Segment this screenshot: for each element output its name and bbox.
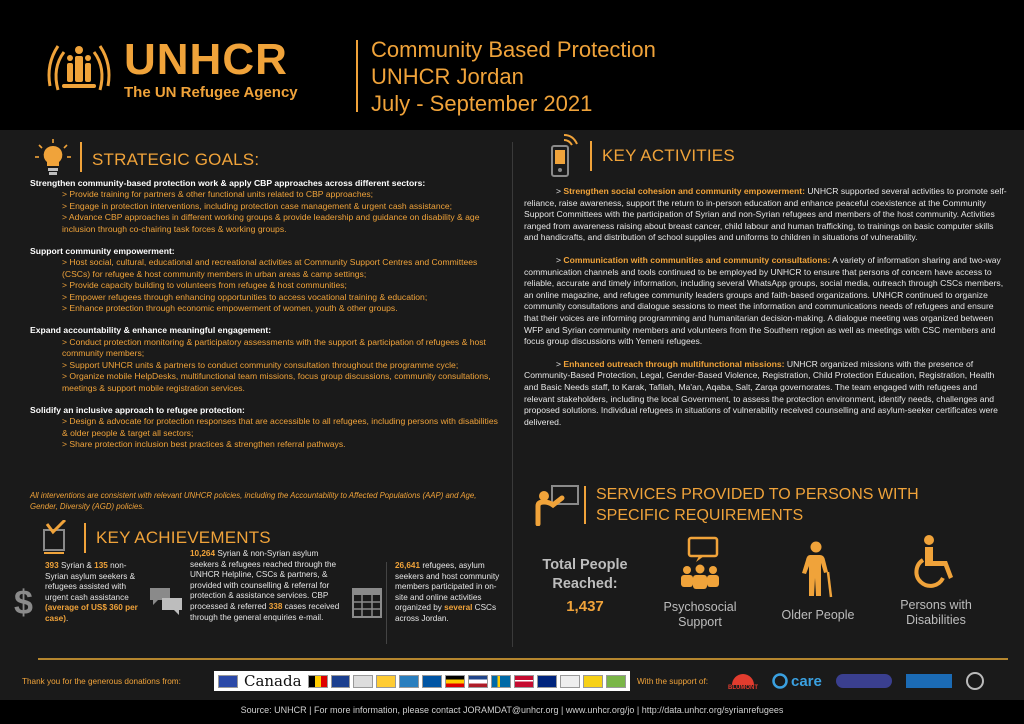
- goal-item: > Conduct protection monitoring & participatory assessments with the support & participation of refugees & host community members;: [62, 336, 486, 359]
- partner-logo[interactable]: [906, 674, 952, 688]
- goal-item: > Provide training for partners & other functional units related to CBP approaches;: [62, 189, 374, 200]
- activity-body: UNHCR organized missions with the presence of Community-Based Protection, Legal, Gender-Based Violence, Registration, Child Protection Education, Registration, Health and Basic Needs staff, to Karak, Tafilah, Ma'an, Aqaba, Salt, Zarqa governorates. The team engaged with refugees and relevant stakeholders, including the local Government, to assess the protection environment, identify needs, challenges and proposed solutions. Individual refugees in situations of vulnerability received counselling and asylum-seeker certificates were delivered.: [524, 358, 998, 427]
- header-titles: [371, 36, 656, 117]
- section-bar: [84, 523, 86, 553]
- page-title: Community Based Protection: [371, 37, 656, 62]
- activity-heading: Communication with communities and community consultations:: [563, 254, 831, 265]
- stat-value: 135: [94, 561, 108, 570]
- service-disabilities: [884, 534, 988, 628]
- goal-title: Solidify an inclusive approach to refugee protection:: [30, 404, 245, 415]
- page-subtitle: UNHCR Jordan: [371, 64, 524, 89]
- goal-item: > Provide capacity building to volunteers from refugee & host communities;: [62, 280, 347, 291]
- goal-item: > Organize mobile HelpDesks, multifunctional team missions, focus group discussions, community consultations, meetings & support mobile registration services.: [62, 371, 491, 393]
- service-label: Disabilities: [906, 613, 966, 627]
- achievement-helpline: [190, 549, 346, 623]
- section-bar: [584, 486, 586, 524]
- donor-flag: [514, 675, 534, 688]
- total-label: Reached:: [552, 576, 618, 592]
- activity-body: A variety of information sharing and two-way communication channels and tools continued to be employed by UNHCR to ensure that persons of concern have access to reliable, accurate and timely information, including several WhatsApp groups, social media, outreach through CSCs members, an online magazine, and refugee community leaders groups and faith-based organizations. UNHCR continued to organize community consultations and dialogue sessions to meet the information and communications needs of refugees and ensure that their voices are informing programming and humanitarian decision-making. A dialogue meeting was organized between WFP and Syrian community members and volunteers from the Southern region as well as meetings with CSC members and focus group discussions with Yemeni refugees.: [524, 254, 1004, 347]
- stat-value: 10,264: [190, 549, 216, 558]
- stat-value: (average of US$ 360 per case): [45, 603, 138, 623]
- goal-item: > Host social, cultural, educational and recreational activities at Community Support Centres and Committees (CSCs) for refugee & host community members in urban areas & camp settings;: [62, 257, 478, 279]
- section-bar: [590, 141, 592, 171]
- group-support-icon: [675, 536, 725, 592]
- section-bar: [80, 142, 82, 172]
- elderly-person-icon: [798, 540, 838, 598]
- lightbulb-icon: [30, 137, 76, 177]
- goal-block: [30, 178, 500, 235]
- logo-tagline: The UN Refugee Agency: [124, 84, 298, 101]
- key-achievements-title: KEY ACHIEVEMENTS: [96, 528, 271, 547]
- stat-value: 393: [45, 561, 59, 570]
- goal-title: Support community empowerment:: [30, 246, 175, 257]
- donor-logo: [583, 675, 603, 688]
- total-value: 1,437: [566, 598, 604, 615]
- card-divider: [386, 562, 387, 644]
- strategic-goals-header: [30, 137, 259, 177]
- donor-flag: [445, 675, 465, 688]
- activity-paragraph: [524, 359, 1010, 429]
- goal-item: > Empower refugees through enhancing opportunities to access vocational training & education;: [62, 291, 428, 302]
- activity-paragraph: [524, 255, 1010, 348]
- service-label: Older People: [781, 608, 855, 622]
- donor-flag: [308, 675, 328, 688]
- strategic-goals-title: STRATEGIC GOALS:: [92, 150, 260, 169]
- activity-heading: Strengthen social cohesion and community empowerment:: [563, 186, 806, 196]
- activity-paragraph: [524, 186, 1010, 244]
- strategic-goals-list: [30, 178, 500, 462]
- donor-flag: [468, 675, 488, 688]
- service-label: Persons with: [900, 598, 972, 612]
- donor-logo: [606, 675, 626, 688]
- sponsor-logos: [728, 668, 1008, 694]
- stat-text: CSCs across Jordan.: [395, 603, 497, 623]
- donor-logo: [399, 675, 419, 688]
- stat-text: .: [65, 613, 69, 623]
- unhcr-emblem-icon: [44, 36, 114, 100]
- goal-item: > Engage in protection interventions, including protection case management & urgent cash assistance;: [62, 200, 453, 211]
- donor-flag: [331, 675, 351, 688]
- donor-logo: [353, 675, 373, 688]
- services-title: [596, 484, 919, 526]
- header-divider: [356, 40, 358, 112]
- column-divider: [512, 142, 513, 647]
- goal-block: [30, 325, 500, 393]
- blumont-sun-icon: [730, 672, 756, 685]
- canada-wordmark: Canada: [243, 672, 302, 690]
- stat-text: non-Syrian asylum seekers & refugees assisted with urgent cash assistance: [45, 561, 136, 602]
- donor-flag: [491, 675, 511, 688]
- total-label: Total People: [542, 557, 628, 573]
- goal-item: > Advance CBP approaches in different working groups & provide leadership and guidance on disability & age inclusion through co-chairing task forces & working groups.: [62, 212, 480, 234]
- donors-thanks: Thank you for the generous donations from:: [22, 677, 181, 686]
- calendar-grid-icon: [352, 588, 382, 623]
- blumont-logo[interactable]: [728, 672, 758, 691]
- services-header: [534, 484, 919, 526]
- footer-rule: [38, 658, 1008, 660]
- donor-flag: [537, 675, 557, 688]
- sponsor-name: BLUMONT: [728, 684, 758, 691]
- services-title-line: SERVICES PROVIDED TO PERSONS WITH: [596, 486, 919, 503]
- checkbox-icon: [34, 518, 80, 558]
- services-title-line: SPECIFIC REQUIREMENTS: [596, 507, 804, 524]
- service-older-people: [768, 540, 868, 623]
- donor-logo: [376, 675, 396, 688]
- bullet-marker: >: [556, 358, 564, 369]
- partner-logo[interactable]: [966, 672, 984, 690]
- achievement-activities: [395, 561, 501, 625]
- stat-text: refugees, asylum seekers and host community members participated in on-site and online activities organized by: [395, 561, 500, 613]
- policy-footnote: All interventions are consistent with relevant UNHCR policies, including the Accountability to Affected Populations (AAP) and Age, Gender, Diversity (AGD) policies.: [30, 491, 477, 511]
- donor-logos: [214, 671, 630, 691]
- goal-item: > Enhance protection through economic empowerment of women, youth & other groups.: [62, 303, 398, 314]
- key-activities-title: KEY ACTIVITIES: [602, 146, 735, 165]
- activity-body: UNHCR supported several activities to promote self-reliance, raise awareness, support the return to in-person education and enhance peaceful coexistence at the Community Support Committees with the participation of Syrian and non-Syrian refugees and members of the host community. Activities ranged from awareness raising about breast cancer, child labour and human trafficking, to trainings on basic computer skills and handicrafts, and distribution of school supplies and uniforms to children in situations of vulnerability.: [524, 186, 1007, 243]
- presenter-icon: [534, 485, 580, 525]
- service-label: Psychosocial: [663, 600, 737, 614]
- total-reached: [532, 556, 638, 616]
- unhcr-logo[interactable]: [44, 36, 304, 100]
- stat-value: 26,641: [395, 561, 421, 570]
- stat-value: several: [444, 603, 473, 613]
- care-logo[interactable]: [772, 673, 822, 690]
- goal-item: > Support UNHCR units & partners to conduct community consultation throughout the programme cycle;: [62, 359, 459, 370]
- goal-title: Strengthen community-based protection work & apply CBP approaches across different sectors:: [30, 178, 426, 188]
- sponsor-name: care: [791, 672, 822, 690]
- stat-text: Syrian &: [58, 561, 95, 570]
- partner-logo[interactable]: [836, 674, 892, 688]
- stat-text: Syrian & non-Syrian asylum seekers & refugees reached through the UNHCR Helpline, CSCs & partners, & provided with counselling & referral for protection & assistance services. CBP processed & referred: [190, 549, 337, 611]
- donor-logo: [560, 675, 580, 688]
- source-line: Source: UNHCR | For more information, please contact JORAMDAT@unhcr.org | www.unhcr.org/jo | http://data.unhcr.org/syrianrefugees: [240, 705, 784, 715]
- key-activities-header: [540, 136, 735, 176]
- sponsors-label: With the support of:: [637, 677, 708, 686]
- service-psychosocial: [650, 536, 750, 630]
- bullet-marker: >: [556, 254, 564, 265]
- chat-bubbles-icon: [148, 586, 184, 621]
- donor-logo: [218, 675, 238, 688]
- goal-title: Expand accountability & enhance meaningful engagement:: [30, 325, 272, 336]
- bullet-marker: >: [556, 186, 564, 196]
- mobile-phone-icon: [540, 136, 586, 176]
- dollar-icon: $: [14, 584, 33, 622]
- goal-item: > Share protection inclusion best practices & strengthen referral pathways.: [62, 439, 346, 450]
- care-hands-icon: [772, 673, 788, 689]
- key-activities-text: [524, 186, 1010, 439]
- header: [0, 0, 1024, 130]
- stat-text: cases received through the general enquiries e-mail.: [190, 601, 340, 622]
- logo-wordmark: UNHCR: [124, 35, 288, 84]
- service-label: Support: [678, 615, 722, 629]
- goal-block: [30, 246, 500, 314]
- donor-flag: [422, 675, 442, 688]
- wheelchair-icon: [911, 534, 961, 590]
- goal-item: > Design & advocate for protection responses that are accessible to all refugees, including persons with disabilities & older people & target all sectors;: [62, 416, 498, 438]
- stat-value: 338: [268, 601, 283, 611]
- achievement-cash: [45, 561, 141, 625]
- goal-block: [30, 405, 500, 451]
- reporting-period: July - September 2021: [371, 91, 593, 116]
- activity-heading: Enhanced outreach through multifunctional missions:: [563, 358, 785, 369]
